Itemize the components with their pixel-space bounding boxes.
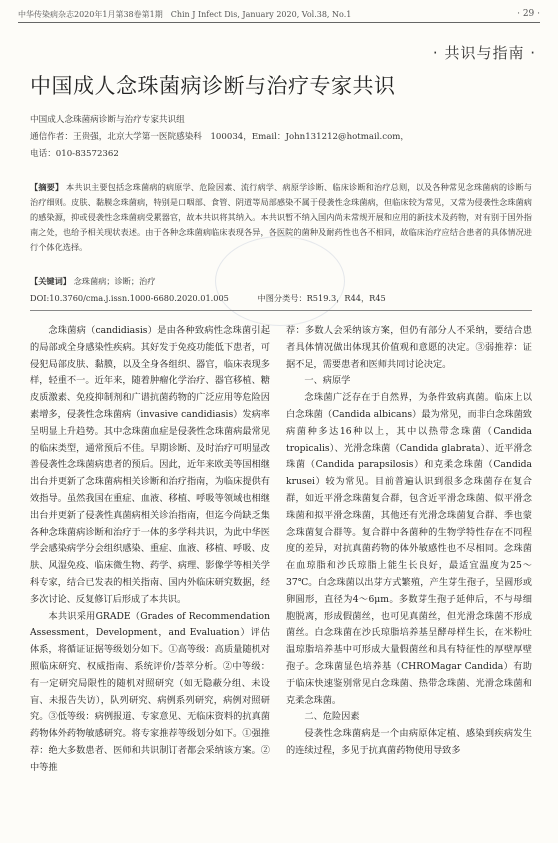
body-paragraph: 念珠菌病（candidiasis）是由各种致病性念珠菌引起的局部或全身感染性疾病。其好发于免疫功能低下患者，可侵犯局部皮肤、黏膜，以及全身各组织、器官，临床表现多样，轻重不一。近年来，随着肿瘤化学治疗、器官移植、糖皮质激素、免疫抑制剂和广谱抗菌药物的广泛应用等危险因素增多，侵袭性念珠菌病（invasive candidiasis）发病率呈明显上升趋势。其中念珠菌血症是侵袭性念珠菌病最常见的临床类型，通常预后不佳。早期诊断、及时治疗可明显改善侵袭性念珠菌病患者的预后。因此，近年来欧美等国相继出台并更新了念珠菌病相关诊断和治疗指南，为临床提供有效指导。虽然我国在重症、血液、移植、呼吸等领域也相继出台并更新了侵袭性真菌病相关诊治指南，但迄今尚缺乏集各种念珠菌病诊断和治疗于一体的多学科共识，为此中华医学会感染病学分会组织感染、重症、血液、移植、呼吸、皮肤、风湿免疫、临床微生物、药学、病理、影像学等相关学科专家，结合已发表的相关指南、国内外临床研究数据，经多次讨论、反复修订后形成了本共识。: [30, 325, 270, 605]
author-block: [30, 112, 409, 163]
body-paragraph: 侵袭性念珠菌病是一个由病原体定植、感染到疾病发生的连续过程，多见于抗真菌药物使用导致多: [286, 728, 532, 756]
divider: [30, 310, 532, 311]
doi: DOI:10.3760/cma.j.issn.1000-6680.2020.01.005: [30, 293, 229, 303]
body-paragraph: 荐：多数人会采纳该方案，但仍有部分人不采纳，要结合患者具体情况做出体现其价值观和意愿的决定。③弱推荐：证据不足，需要患者和医师共同讨论决定。: [286, 325, 532, 370]
abstract: [30, 180, 532, 255]
clc-number: 中图分类号：R519.3，R44，R45: [257, 293, 386, 303]
phone: 电话：010-83572362: [30, 149, 119, 159]
abstract-text: 本共识主要包括念珠菌病的病原学、危险因素、流行病学、病原学诊断、临床诊断和治疗总则，以及各种常见念珠菌病的诊断与治疗细则。皮肤、黏膜念珠菌病，特别是口咽部、食管、阴道等局部感染不属于侵袭性念珠菌病，但临床较为常见，又常为侵袭性念珠菌病的感染源，抑或侵袭性念珠菌病受累器官，故本共识将其纳入。本共识暂不纳入国内尚未常规开展和应用的新技术及药物，对有别于国外指南之处，也给予相关现状表述。由于各种念珠菌病临床表现各异，各医院的菌种及耐药性也各不相同，故临床治疗应结合患者的具体情况进行个体化选择。: [30, 182, 532, 252]
section-heading: 一、病原学: [304, 375, 351, 387]
article-title: 中国成人念珠菌病诊断与治疗专家共识: [30, 74, 396, 98]
abstract-label: 【摘要】: [30, 182, 64, 192]
page-number: · 29 ·: [517, 9, 540, 19]
right-column: [286, 323, 532, 760]
authors: 中国成人念珠菌病诊断与治疗专家共识组: [30, 115, 185, 125]
journal-header: 中华传染病杂志2020年1月第38卷第1期 Chin J Infect Dis, January 2020, Vol.38, No.1: [18, 10, 352, 19]
keywords-label: 【关键词】: [30, 276, 71, 286]
body-paragraph: 念珠菌广泛存在于自然界，为条件致病真菌。临床上以白念珠菌（Candida albicans）最为常见，而非白念珠菌致病菌种多达16种以上，其中以热带念珠菌（Candida tropicalis）、光滑念珠菌（Candida glabrata）、近平滑念珠菌（Candida parapsilosis）和克柔念珠菌（Candida krusei）较为常见。目前普遍认识到很多念珠菌存在复合群，如近平滑念珠菌复合群，包含近平滑念珠菌、似平滑念珠菌和拟平滑念珠菌，其他还有光滑念珠菌复合群、季也蒙念珠菌复合群等。复合群中各菌种的生物学特性存在不同程度的差异，对抗真菌药物的体外敏感性也不尽相同。念珠菌在血琼脂和沙氏琼脂上能生长良好，最适宜温度为25～37℃。白念珠菌以出芽方式繁殖，产生芽生孢子，呈圆形或卵圆形，直径为4～6μm。多数芽生孢子延伸后，不与母细胞脱离，形成假菌丝，也可见真菌丝，但光滑念珠菌不形成菌丝。白念珠菌在沙氏琼脂培养基呈酵母样生长，在米粉吐温琼脂培养基中可形成大量假菌丝和具有特征性的厚壁厚壁孢子。念珠菌显色培养基（CHROMagar Candida）有助于临床快速鉴别常见白念珠菌、热带念珠菌、光滑念珠菌和克柔念珠菌。: [286, 392, 532, 706]
correspondence: 通信作者：王贵强，北京大学第一医院感染科 100034，Email：John131212@hotmail.com，: [30, 132, 409, 142]
left-column: [30, 323, 270, 777]
running-head: [18, 9, 540, 23]
doi-line: [30, 293, 532, 304]
keywords-text: 念珠菌病；诊断；治疗: [73, 276, 156, 286]
section-tag: · 共识与指南 ·: [432, 44, 536, 62]
keywords: [30, 274, 532, 289]
section-heading: 二、危险因素: [304, 711, 360, 723]
body-paragraph: 本共识采用GRADE（Grades of Recommendation Assessment，Development，and Evaluation）评估体系，将循证证据等级划分如下。①高等级：高质量随机对照临床研究、权威指南、系统评价/荟萃分析。②中等级：有一定研究局限性的随机对照研究（如无隐蔽分组、未设盲、未报告失访），队列研究、病例系列研究，病例对照研究。③低等级：病例报道、专家意见、无临床资料的抗真菌药物体外药物敏感研究。将专家推荐等级划分如下。①强推荐：绝大多数患者、医师和共识制订者都会采纳该方案。②中等推: [30, 610, 270, 773]
